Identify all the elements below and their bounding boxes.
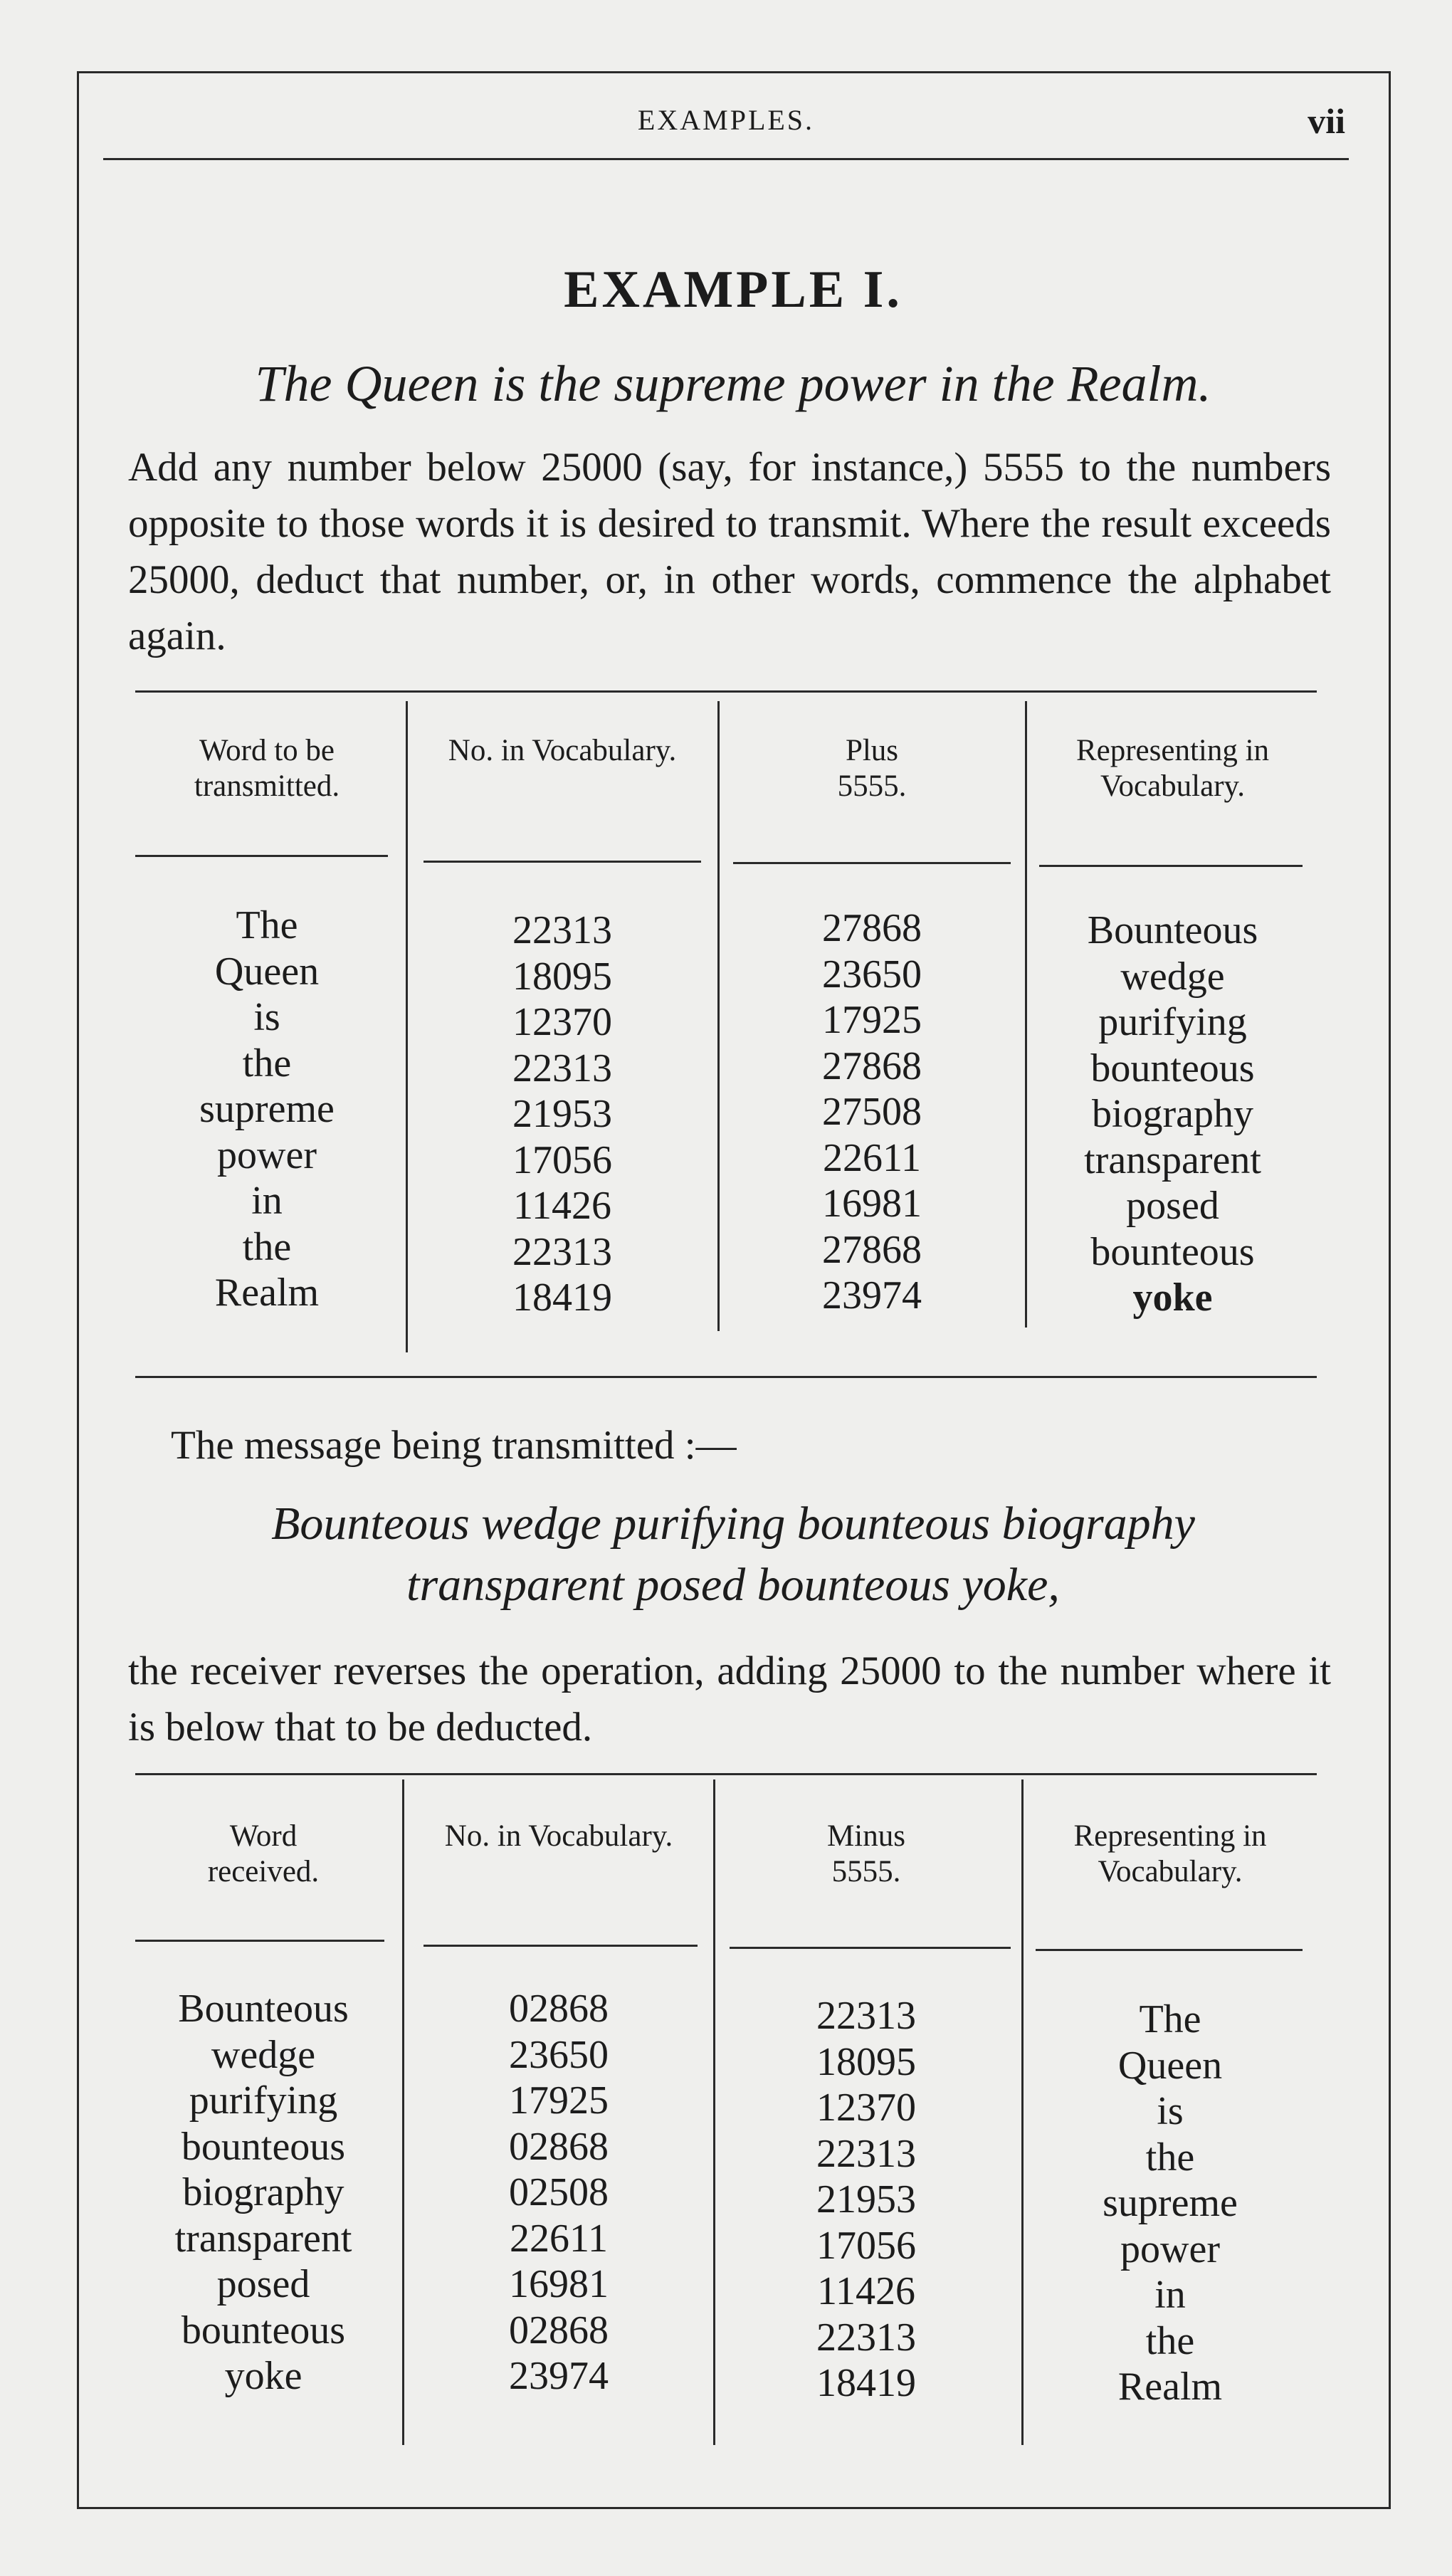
header-adjust: Minus 5555. (827, 1819, 905, 1888)
header-representing: Representing in Vocabulary. (1075, 734, 1270, 803)
number-cell: 02868 (509, 2124, 609, 2169)
word-cell: bounteous (181, 2124, 346, 2169)
instruction-paragraph: Add any number below 25000 (say, for instance,) 5555 to the numbers opposite to those words it is desired to transmit. Where the result exceeds 25000, deduct that number, or, in other words, commence the alphabet again. (128, 445, 1331, 658)
representing-cell: Bounteous (1087, 908, 1258, 952)
number-cell: 11426 (513, 1184, 611, 1228)
column-divider (1025, 701, 1027, 1328)
word-cell: The (236, 903, 298, 947)
representing-cell: Queen (1117, 2043, 1223, 2088)
adjusted-cell: 27868 (822, 906, 922, 950)
header-word: Word received. (207, 1819, 320, 1888)
adjusted-cell: 18419 (816, 2361, 916, 2405)
number-cell: 23974 (509, 2354, 609, 2398)
representing-cell: transparent (1084, 1137, 1261, 1182)
message-intro: The message being transmitted :— (171, 1423, 737, 1468)
representing-cell: the (1145, 2135, 1195, 2180)
adjusted-cell: 16981 (822, 1182, 922, 1226)
word-cell: the (242, 1041, 292, 1085)
column-divider (1021, 1779, 1024, 2445)
word-column (135, 1986, 391, 2399)
table-top-rule (135, 690, 1317, 693)
header-rule (1039, 865, 1303, 867)
header-representing: Representing in Vocabulary. (1073, 1819, 1267, 1888)
number-cell: 22611 (510, 2216, 608, 2261)
number-cell: 02868 (509, 2308, 609, 2352)
adjusted-cell: 17056 (816, 2223, 916, 2268)
table-bottom-rule (135, 1376, 1317, 1378)
adjusted-cell: 22313 (816, 2131, 916, 2176)
representing-cell: in (1154, 2273, 1186, 2317)
representing-column (1036, 908, 1310, 1321)
word-cell: the (242, 1224, 292, 1269)
header-rule (424, 861, 701, 863)
number-cell: 02868 (509, 1987, 609, 2031)
word-cell: Queen (214, 949, 320, 994)
number-column (413, 908, 712, 1321)
number-cell: 18095 (512, 954, 612, 999)
transmit-table (135, 701, 1310, 1342)
number-cell: 17925 (509, 2078, 609, 2123)
adjusted-cell: 11426 (817, 2269, 915, 2313)
word-cell: purifying (189, 2078, 338, 2123)
representing-cell: wedge (1120, 954, 1225, 999)
adjusted-cell: 23650 (822, 952, 922, 997)
adjusted-column (720, 1993, 1012, 2407)
column-divider (717, 701, 720, 1331)
word-cell: bounteous (181, 2308, 346, 2352)
message-line: transparent posed bounteous yoke, (406, 1559, 1060, 1611)
header-adjust: Plus 5555. (837, 734, 907, 803)
header-rule (730, 1947, 1011, 1949)
word-cell: yoke (224, 2354, 302, 2398)
number-cell: 22313 (512, 1046, 612, 1090)
number-cell: 18419 (512, 1276, 612, 1320)
message-line: Bounteous wedge purifying bounteous biography (271, 1498, 1195, 1550)
header-rule (103, 158, 1349, 160)
header-rule (1036, 1949, 1303, 1951)
receiver-paragraph: the receiver reverses the operation, adding 25000 to the number where it is below that to be deducted. (128, 1649, 1331, 1750)
representing-cell: yoke (1132, 1276, 1213, 1320)
adjusted-cell: 12370 (816, 2086, 916, 2130)
table-top-rule (135, 1773, 1317, 1775)
word-cell: wedge (211, 2032, 316, 2077)
word-cell: supreme (199, 1087, 335, 1131)
representing-cell: purifying (1098, 1000, 1247, 1044)
adjusted-cell: 21953 (816, 2177, 916, 2222)
adjusted-cell: 18095 (816, 2039, 916, 2084)
running-head (100, 96, 1352, 160)
representing-cell: bounteous (1090, 1046, 1255, 1090)
adjusted-cell: 27868 (822, 1227, 922, 1272)
number-cell: 16981 (509, 2262, 609, 2306)
column-divider (713, 1779, 715, 2445)
adjusted-cell: 22611 (823, 1135, 921, 1180)
adjusted-cell: 22313 (816, 2315, 916, 2360)
column-divider (402, 1779, 404, 2445)
header-rule (733, 862, 1011, 864)
representing-cell: the (1145, 2318, 1195, 2363)
word-cell: in (251, 1179, 283, 1223)
adjusted-cell: 27508 (822, 1090, 922, 1134)
representing-cell: supreme (1103, 2181, 1238, 2225)
number-cell: 22313 (512, 908, 612, 952)
adjusted-cell: 23974 (822, 1273, 922, 1318)
header-number: No. in Vocabulary. (448, 734, 677, 767)
adjusted-cell: 22313 (816, 1994, 916, 2038)
adjusted-cell: 17925 (822, 998, 922, 1042)
number-cell: 23650 (509, 2032, 609, 2077)
representing-column (1031, 1997, 1310, 2410)
transmitted-message (100, 1493, 1367, 1616)
number-cell: 17056 (512, 1137, 612, 1182)
example-subtitle: The Queen is the supreme power in the Realm. (255, 355, 1211, 412)
running-title: EXAMPLES. (637, 104, 815, 136)
number-column (409, 1986, 708, 2399)
number-cell: 21953 (512, 1092, 612, 1136)
representing-cell: Realm (1117, 2365, 1223, 2409)
representing-cell: power (1120, 2227, 1220, 2271)
receive-table (135, 1779, 1310, 2449)
word-cell: biography (182, 2170, 344, 2214)
representing-cell: The (1139, 1997, 1201, 2041)
header-rule (424, 1945, 698, 1947)
page-number: vii (1308, 101, 1345, 141)
word-cell: is (253, 995, 280, 1039)
header-rule (135, 1940, 384, 1942)
word-column (135, 903, 399, 1316)
number-cell: 22313 (512, 1229, 612, 1274)
number-cell: 12370 (512, 1000, 612, 1044)
word-cell: Bounteous (178, 1987, 349, 2031)
adjusted-column (726, 905, 1018, 1319)
word-cell: posed (216, 2262, 310, 2306)
header-word: Word to be transmitted. (194, 734, 340, 803)
word-cell: Realm (214, 1271, 320, 1315)
header-rule (135, 855, 388, 857)
representing-cell: bounteous (1090, 1229, 1255, 1274)
column-divider (406, 701, 408, 1352)
number-cell: 02508 (509, 2170, 609, 2214)
representing-cell: is (1157, 2089, 1184, 2133)
adjusted-cell: 27868 (822, 1043, 922, 1088)
header-number: No. in Vocabulary. (444, 1819, 673, 1853)
example-title: EXAMPLE I. (564, 261, 903, 319)
representing-cell: posed (1126, 1184, 1219, 1228)
word-cell: power (217, 1132, 317, 1177)
representing-cell: biography (1091, 1092, 1254, 1136)
word-cell: transparent (174, 2216, 352, 2261)
